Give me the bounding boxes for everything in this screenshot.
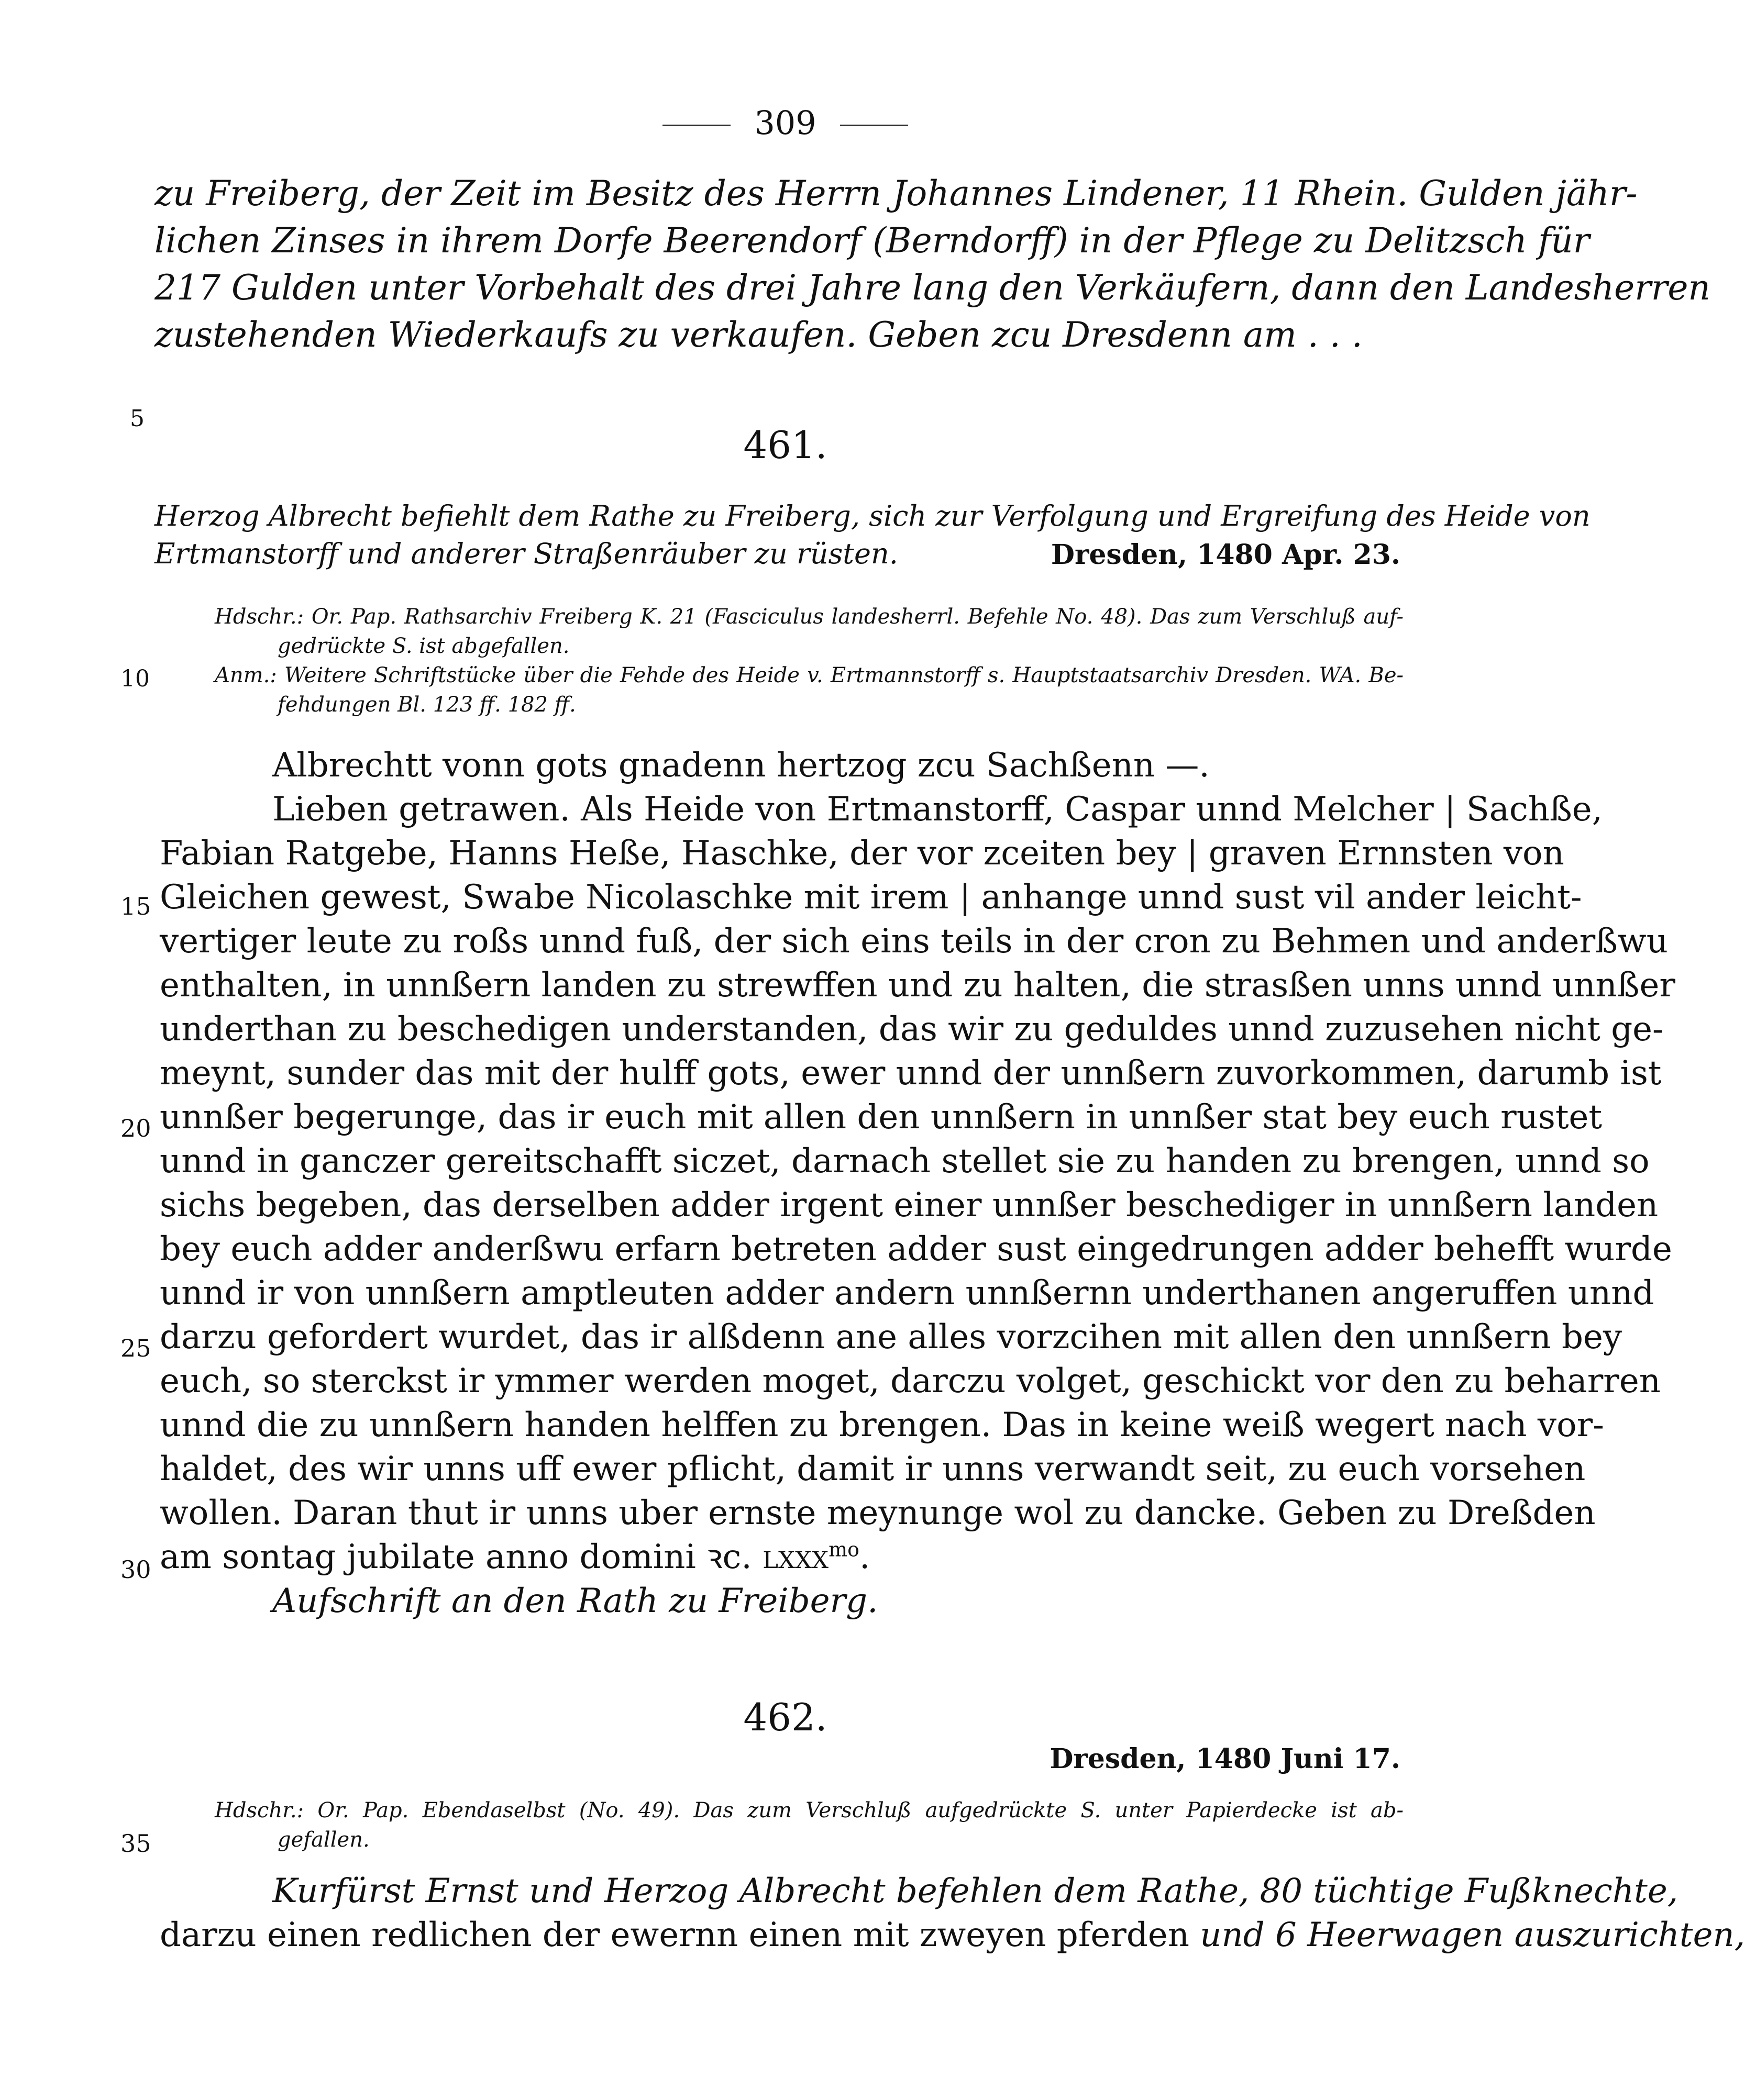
address-line: Aufschrift an den Rath zu Freiberg. xyxy=(272,1582,878,1620)
text-line: bey euch adder anderßwu erfarn betreten adder sust eingedrungen adder behefft wurde xyxy=(160,1230,1672,1269)
text-line: enthalten, in unnßern landen zu strewffen und zu halten, die strasßen unns unnd unnßer xyxy=(160,966,1675,1005)
text-line: unnd in ganczer gereitschafft siczet, darnach stellet sie zu handen zu brengen, unnd so xyxy=(160,1142,1650,1181)
document-number-461: 461. xyxy=(743,423,827,467)
note-line: Hdschr.: Or. Pap. Rathsarchiv Freiberg K. 21 (Fasciculus landesherrl. Befehle No. 48). Das zum Verschluß auf- xyxy=(215,605,1404,629)
document-462-date: Dresden, 1480 Juni 17. xyxy=(1050,1743,1400,1775)
text-line: darzu gefordert wurdet, das ir alßdenn ane alles vorzcihen mit allen den unnßern bey xyxy=(160,1318,1622,1357)
document-number-462: 462. xyxy=(743,1695,827,1739)
regest-line: Herzog Albrecht befiehlt dem Rathe zu Freiberg, sich zur Verfolgung und Ergreifung des Heide von xyxy=(154,499,1591,532)
text-line: vertiger leute zu roßs unnd fuß, der sich eins teils in der cron zu Behmen und anderßwu xyxy=(160,922,1668,961)
text-line: unnd die zu unnßern handen helffen zu brengen. Das in keine weiß wegert nach vor- xyxy=(160,1406,1604,1445)
closing-year: lxxx xyxy=(763,1538,829,1576)
text-line: wollen. Daran thut ir unns uber ernste meynunge wol zu dancke. Geben zu Dreßden xyxy=(160,1494,1596,1532)
line-number: 30 xyxy=(120,1555,151,1584)
closing-superscript: mo xyxy=(829,1538,859,1561)
regest-line: Ertmanstorff und anderer Straßenräuber zu rüsten. xyxy=(154,537,898,570)
text-plain: darzu einen redlichen der ewernn einen mit zweyen pferden xyxy=(160,1916,1200,1954)
document-461-notes xyxy=(215,602,1404,719)
intro-line: zustehenden Wiederkaufs zu verkaufen. Geben zcu Dresdenn am . . . xyxy=(154,315,1363,355)
text-line: Fabian Ratgebe, Hanns Heße, Haschke, der vor zceiten bey | graven Ernnsten von xyxy=(160,834,1564,873)
intro-line: lichen Zinses in ihrem Dorfe Beerendorf (Berndorff) in der Pflege zu Delitzsch für xyxy=(154,220,1590,261)
text-line: meynt, sunder das mit der hulff gots, ewer unnd der unnßern zuvorkommen, darumb ist xyxy=(160,1054,1662,1093)
note-line: gedrückte S. ist abgefallen. xyxy=(278,634,570,658)
line-number: 15 xyxy=(120,892,151,920)
header-rule-right xyxy=(840,125,908,126)
page-number: 309 xyxy=(754,104,816,142)
line-number: 5 xyxy=(130,405,145,432)
line-number: 10 xyxy=(120,665,150,692)
text-line: unnßer begerunge, das ir euch mit allen den unnßern in unnßer stat bey euch rustet xyxy=(160,1098,1603,1137)
closing-prefix: am sontag jubilate anno domini ꝛc. xyxy=(160,1538,763,1576)
note-line: Hdschr.: Or. Pap. Ebendaselbst (No. 49). Das zum Verschluß aufgedrückte S. unter Papierdecke ist ab- xyxy=(215,1798,1404,1823)
note-line: fehdungen Bl. 123 ff. 182 ff. xyxy=(278,693,576,717)
note-line: gefallen. xyxy=(278,1828,370,1852)
text-italic: und 6 Heerwagen auszurichten, xyxy=(1200,1916,1745,1954)
closing-line xyxy=(160,1535,1404,1579)
regest-line: Kurfürst Ernst und Herzog Albrecht befehlen dem Rathe, 80 tüchtige Fußknechte, xyxy=(272,1872,1678,1910)
document-462-text xyxy=(160,1869,1745,1957)
line-number: 20 xyxy=(120,1114,151,1142)
header-rule-left xyxy=(662,125,731,126)
intro-line: 217 Gulden unter Vorbehalt des drei Jahre lang den Verkäufern, dann den Landesherren xyxy=(154,268,1710,308)
text-line: euch, so sterckst ir ymmer werden moget, darczu volget, geschickt vor den zu beharren xyxy=(160,1362,1661,1401)
closing-suffix: . xyxy=(859,1538,870,1576)
text-line: Lieben getrawen. Als Heide von Ertmanstorff, Caspar unnd Melcher | Sachße, xyxy=(272,790,1603,829)
previous-document-continuation xyxy=(154,170,1710,359)
text-line xyxy=(160,1913,1745,1957)
line-number: 35 xyxy=(120,1829,151,1858)
line-number: 25 xyxy=(120,1334,151,1362)
text-line: Gleichen gewest, Swabe Nicolaschke mit irem | anhange unnd sust vil ander leicht- xyxy=(160,878,1582,917)
document-461-date: Dresden, 1480 Apr. 23. xyxy=(1051,539,1400,571)
text-line: underthan zu beschedigen understanden, das wir zu geduldes unnd zuzusehen nicht ge- xyxy=(160,1010,1664,1049)
document-462-notes xyxy=(215,1796,1404,1854)
text-line: sichs begeben, das derselben adder irgent einer unnßer beschediger in unnßern landen xyxy=(160,1186,1659,1225)
text-line: Albrechtt vonn gots gnadenn hertzog zcu Sachßenn —. xyxy=(272,746,1210,785)
note-line: Anm.: Weitere Schriftstücke über die Fehde des Heide v. Ertmannstorff s. Hauptstaatsarchiv Dresden. WA. Be- xyxy=(215,663,1404,687)
text-line: haldet, des wir unns uff ewer pflicht, damit ir unns verwandt seit, zu euch vorsehen xyxy=(160,1450,1586,1488)
document-461-text xyxy=(160,743,1675,1623)
page-header xyxy=(0,105,1571,141)
intro-line: zu Freiberg, der Zeit im Besitz des Herrn Johannes Lindener, 11 Rhein. Gulden jähr- xyxy=(154,173,1638,214)
text-line: unnd ir von unnßern amptleuten adder andern unnßernn underthanen angeruffen unnd xyxy=(160,1274,1654,1313)
